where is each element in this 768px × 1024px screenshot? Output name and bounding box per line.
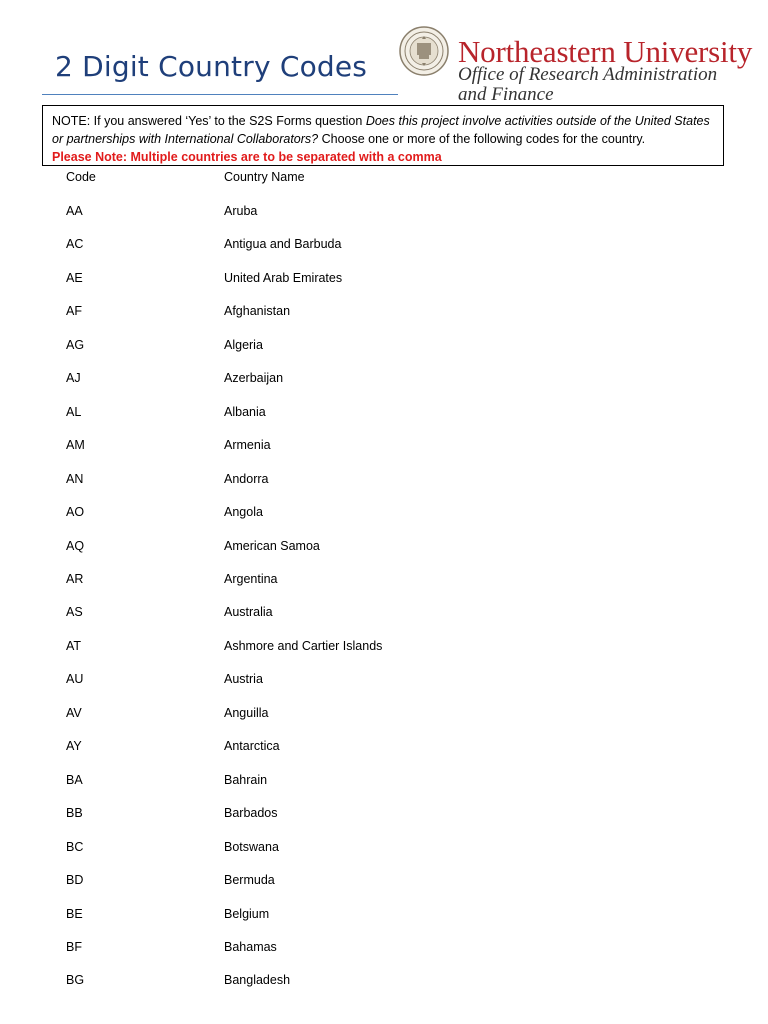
country-code: AC: [66, 237, 84, 252]
country-code: AA: [66, 204, 83, 218]
country-name: Belgium: [224, 906, 270, 921]
country-code: AN: [66, 471, 84, 486]
country-code: AJ: [66, 371, 81, 386]
column-header-country-name: Country Name: [224, 170, 305, 184]
country-name: Bangladesh: [224, 973, 291, 988]
note-line-1: [52, 112, 713, 130]
country-code: AG: [66, 337, 85, 352]
country-code: BF: [66, 939, 82, 954]
page-title: 2 Digit Country Codes: [55, 50, 368, 83]
country-name: American Samoa: [224, 538, 320, 553]
office-line-2: and Finance: [458, 84, 554, 105]
note-question-part1: Does this project involve activities outside of the United States: [365, 114, 710, 128]
country-code: AO: [66, 505, 85, 520]
university-seal-icon: [399, 26, 449, 76]
column-header-code: Code: [66, 170, 96, 184]
country-name: Andorra: [224, 471, 269, 486]
country-name: Austria: [224, 672, 263, 687]
country-name: Azerbaijan: [224, 371, 284, 386]
country-name: Anguilla: [224, 705, 269, 720]
note-box: [42, 105, 724, 166]
country-name: Albania: [224, 404, 266, 419]
country-code: BC: [66, 839, 84, 854]
country-code: BE: [66, 906, 83, 921]
country-name: Bahrain: [224, 772, 268, 787]
country-code: BD: [66, 873, 84, 887]
country-name: Algeria: [224, 337, 263, 352]
title-underline: [42, 94, 398, 95]
country-code: AV: [66, 705, 82, 720]
country-name: Bahamas: [224, 939, 277, 954]
country-code: BA: [66, 772, 83, 787]
country-name: Armenia: [224, 438, 271, 453]
note-question-part2: or partnerships with International Collaborators?: [52, 132, 319, 146]
country-code: AU: [66, 672, 84, 687]
country-code: AF: [66, 304, 82, 319]
country-code: AT: [66, 638, 82, 653]
office-name: [458, 65, 717, 105]
country-code: AL: [66, 404, 82, 419]
note-warning: Please Note: Multiple countries are to be separated with a comma: [52, 150, 442, 164]
country-name: Barbados: [224, 806, 278, 821]
note-instruction: Choose one or more of the following codes for the country.: [318, 132, 646, 146]
country-code: BG: [66, 973, 85, 988]
country-name: Australia: [224, 605, 273, 620]
country-code: AR: [66, 572, 84, 586]
country-name: Argentina: [224, 572, 278, 586]
country-code: AE: [66, 270, 83, 285]
university-name: Northeastern University: [458, 34, 753, 69]
country-code: AS: [66, 605, 83, 620]
country-name: Antarctica: [224, 739, 280, 754]
country-name: United Arab Emirates: [224, 270, 343, 285]
country-name: Angola: [224, 505, 263, 520]
country-name: Antigua and Barbuda: [224, 237, 342, 252]
country-code: AQ: [66, 538, 85, 553]
country-code: BB: [66, 806, 83, 821]
country-name: Afghanistan: [224, 304, 291, 319]
note-line-2: [52, 130, 713, 148]
country-name: Aruba: [224, 204, 258, 218]
office-line-1: Office of Research Administration: [458, 64, 718, 85]
country-code: AM: [66, 438, 85, 453]
country-name: Ashmore and Cartier Islands: [224, 638, 383, 653]
note-prefix: NOTE: If you answered ‘Yes’ to the S2S Forms question: [52, 114, 366, 128]
country-code: AY: [66, 739, 82, 754]
country-name: Botswana: [224, 839, 279, 854]
country-name: Bermuda: [224, 873, 275, 887]
